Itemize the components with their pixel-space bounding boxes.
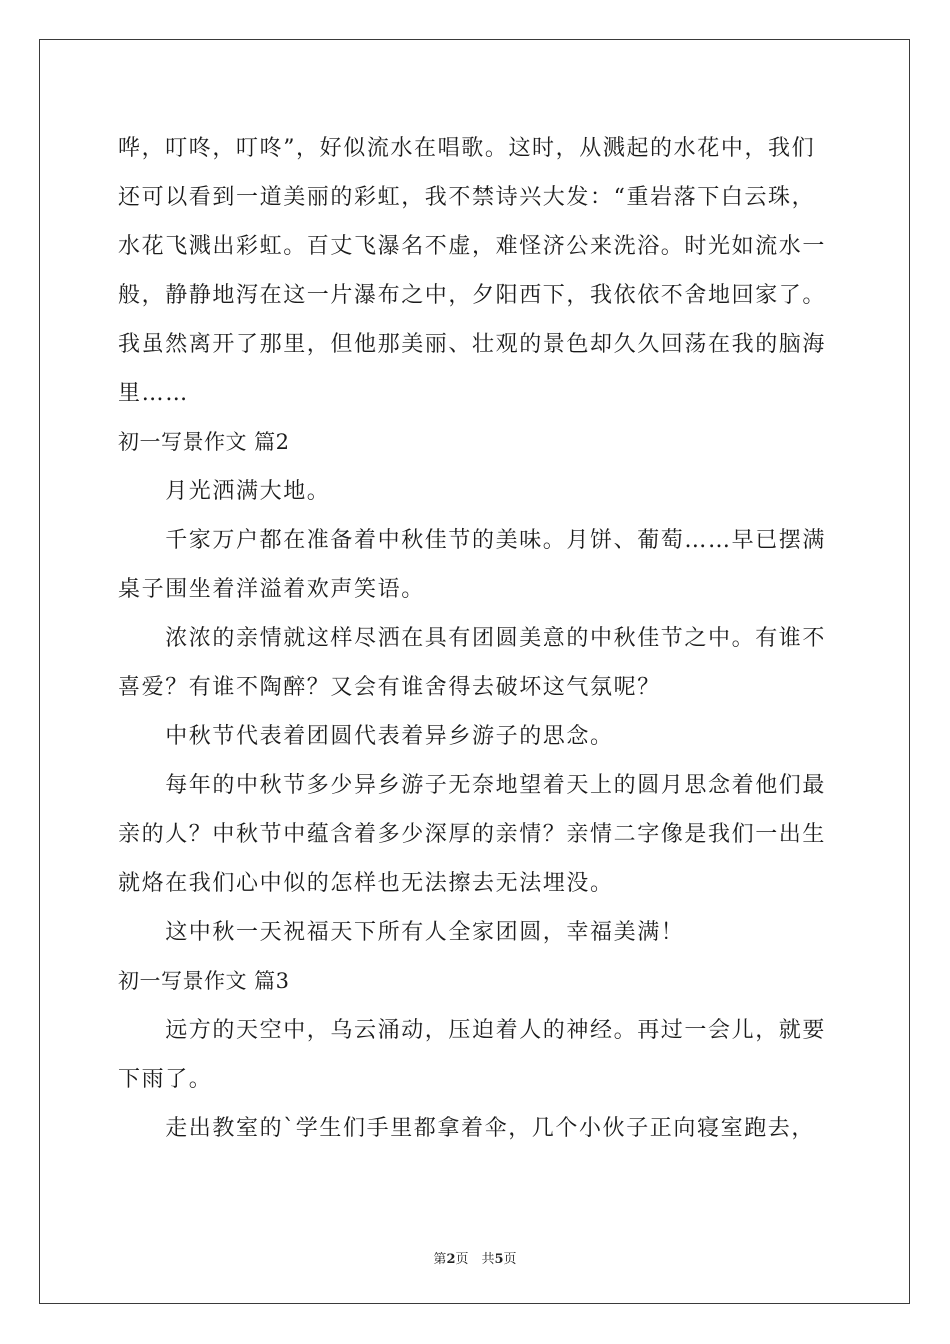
document-body — [118, 124, 834, 1153]
text-line: 月光洒满大地。 — [118, 479, 331, 504]
page-footer — [0, 1248, 950, 1267]
text-line: 哗，叮咚，叮咚”，好似流水在唱歌。这时，从溅起的水花中，我们 — [118, 136, 816, 161]
text-line: 我虽然离开了那里，但他那美丽、壮观的景色却久久回荡在我的脑海 — [118, 332, 827, 357]
text-line: 般，静静地泻在这一片瀑布之中，夕阳西下，我依依不舍地回家了。 — [118, 283, 827, 308]
text-line: 里…… — [118, 381, 189, 406]
text-line: 下雨了。 — [118, 1067, 213, 1092]
text-line: 喜爱？有谁不陶醉？又会有谁舍得去破坏这气氛呢？ — [118, 675, 661, 700]
text-line: 浓浓的亲情就这样尽洒在具有团圆美意的中秋佳节之中。有谁不 — [118, 626, 827, 651]
text-line: 走出教室的`学生们手里都拿着伞，几个小伙子正向寝室跑去， — [118, 1116, 816, 1141]
text-line: 千家万户都在准备着中秋佳节的美味。月饼、葡萄……早已摆满 — [118, 528, 827, 553]
footer-suffix: 页 — [503, 1252, 517, 1267]
footer-prefix: 第 — [433, 1252, 447, 1267]
section-heading: 初一写景作文 篇3 — [118, 969, 290, 993]
text-line: 远方的天空中，乌云涌动，压迫着人的神经。再过一会儿，就要 — [118, 1018, 827, 1043]
text-line: 还可以看到一道美丽的彩虹，我不禁诗兴大发：“重岩落下白云珠， — [118, 185, 816, 210]
text-line: 水花飞溅出彩虹。百丈飞瀑名不虚，难怪济公来洗浴。时光如流水一 — [118, 234, 827, 259]
text-line: 中秋节代表着团圆代表着异乡游子的思念。 — [118, 724, 614, 749]
text-line: 桌子围坐着洋溢着欢声笑语。 — [118, 577, 425, 602]
footer-total-pages: 5 — [494, 1252, 504, 1267]
section-heading: 初一写景作文 篇2 — [118, 430, 290, 454]
text-line: 就烙在我们心中似的怎样也无法擦去无法埋没。 — [118, 871, 614, 896]
text-line: 亲的人？中秋节中蕴含着多少深厚的亲情？亲情二字像是我们一出生 — [118, 822, 827, 847]
footer-middle: 页 共 — [455, 1252, 495, 1267]
text-line: 这中秋一天祝福天下所有人全家团圆，幸福美满！ — [118, 920, 685, 945]
footer-page-number: 2 — [446, 1252, 456, 1267]
text-line: 每年的中秋节多少异乡游子无奈地望着天上的圆月思念着他们最 — [118, 773, 827, 798]
